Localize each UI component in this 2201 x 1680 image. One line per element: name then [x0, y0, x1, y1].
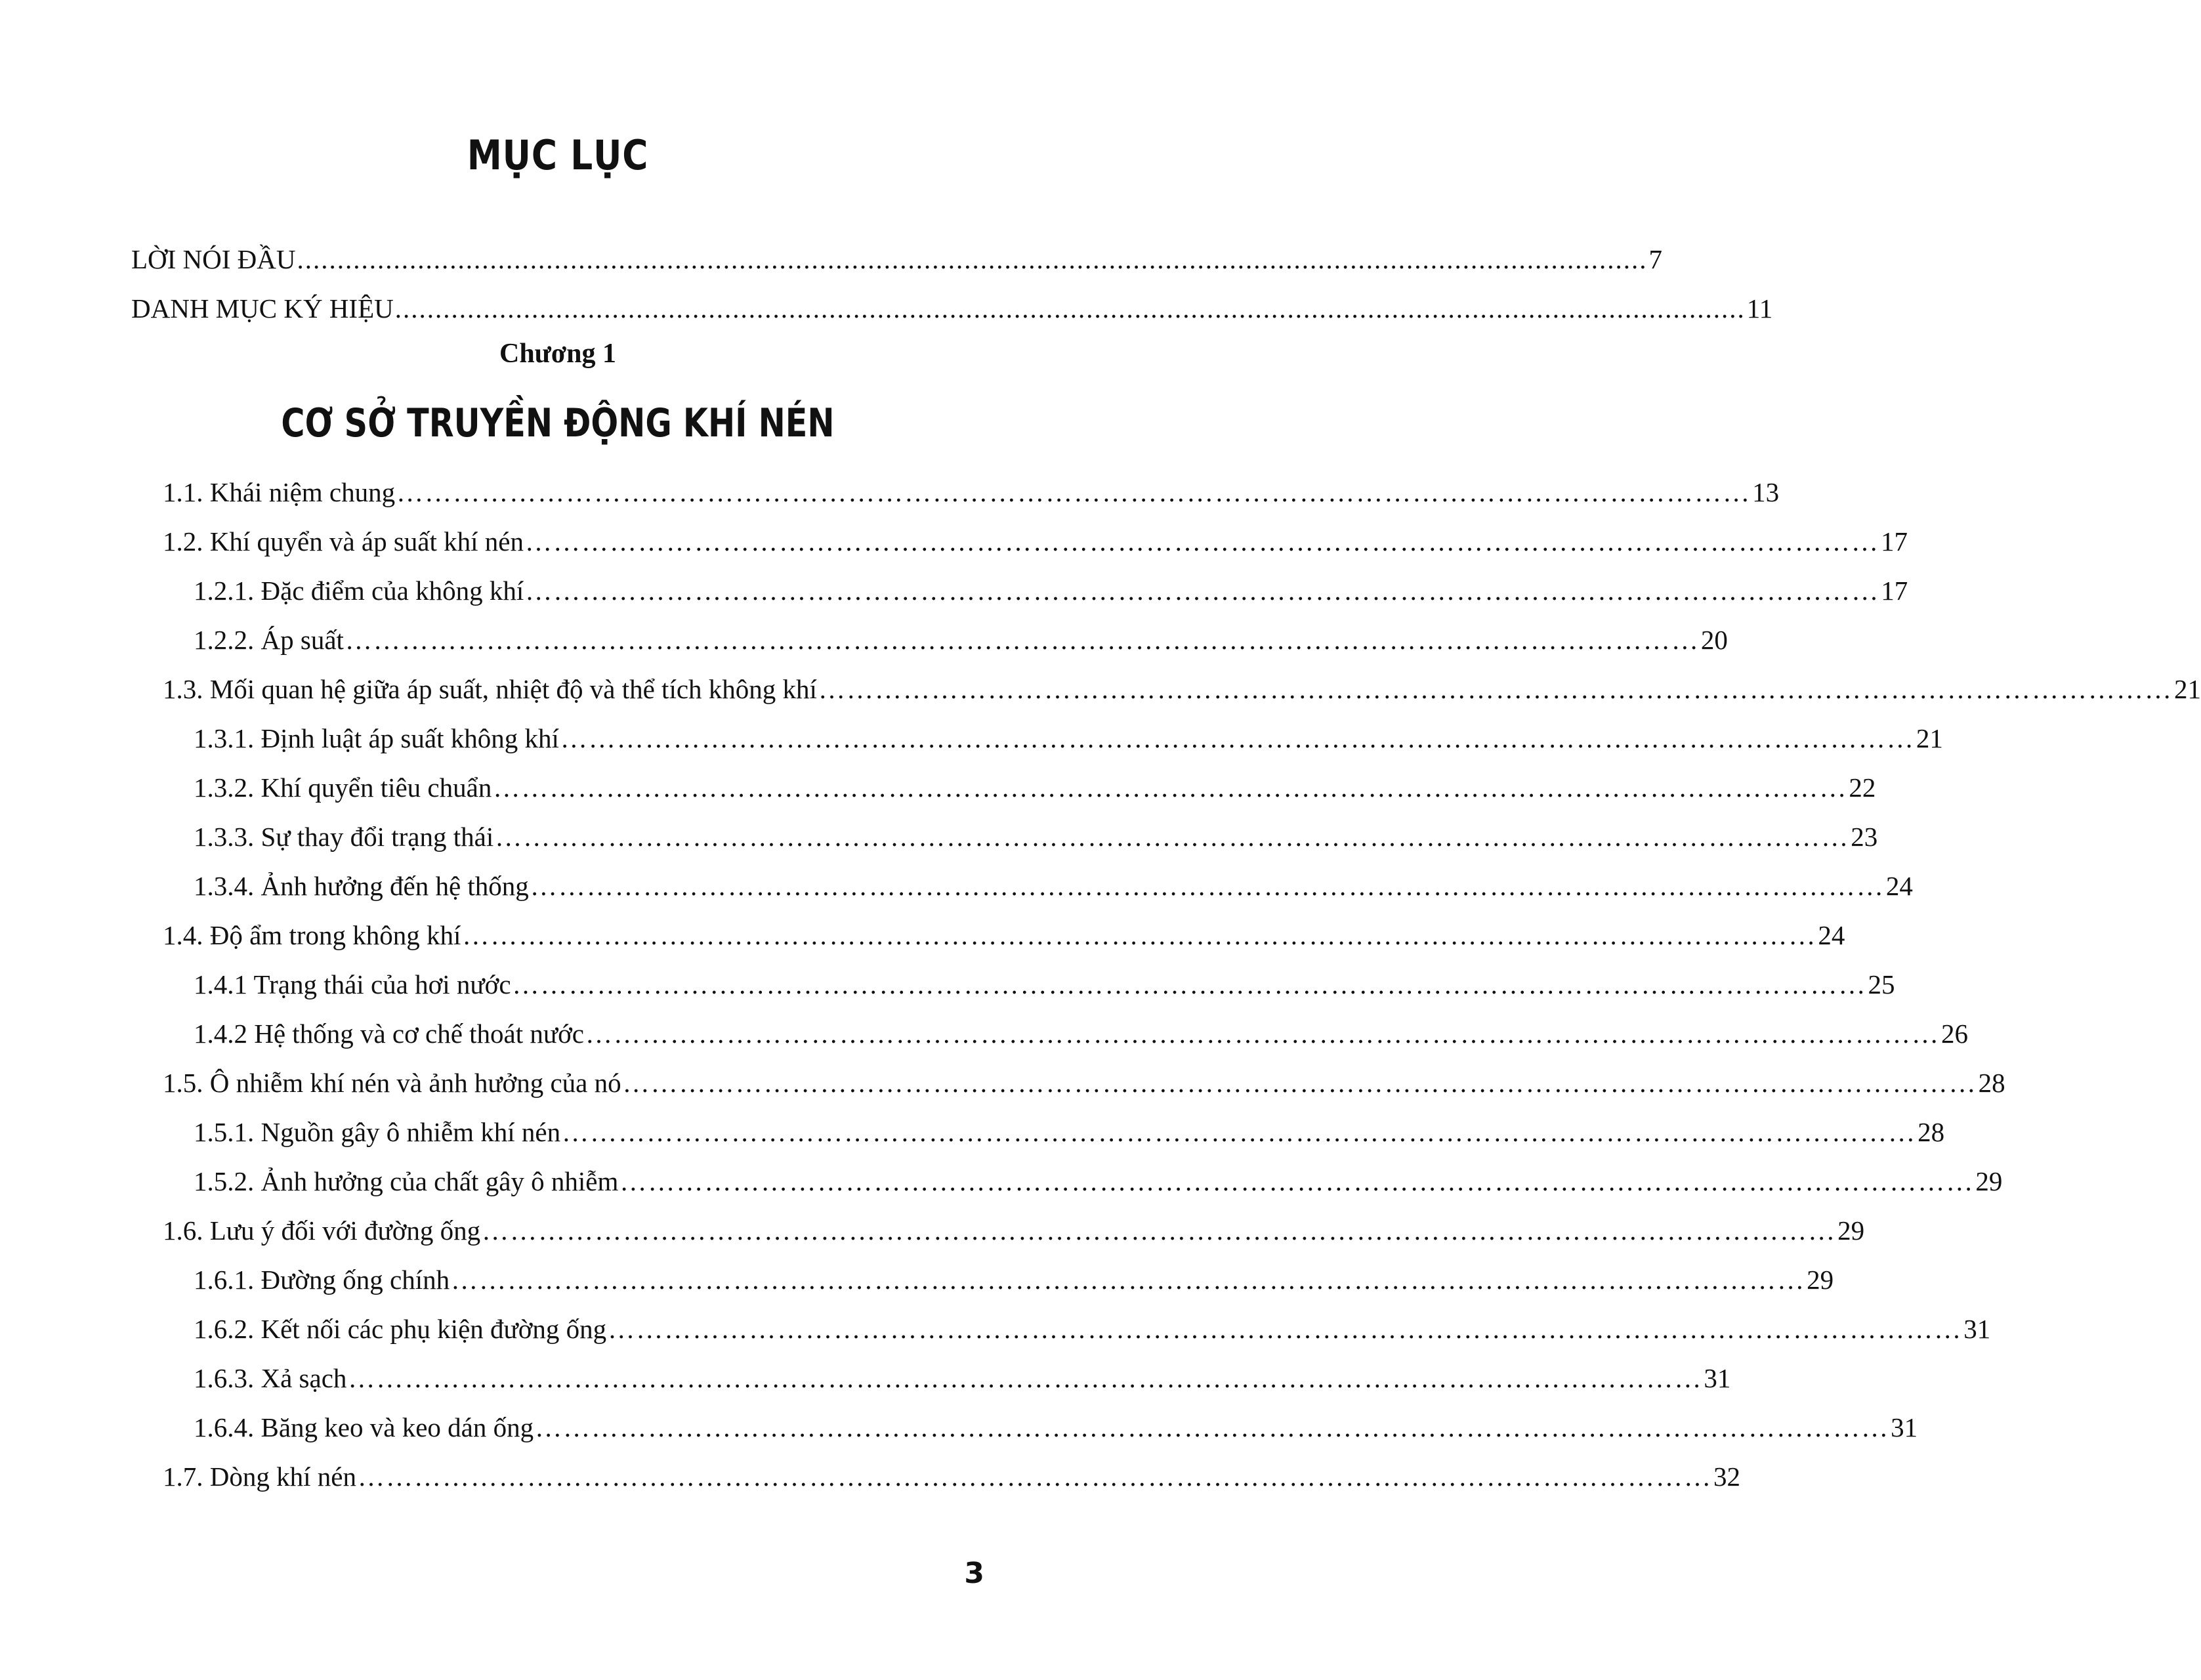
- toc-entry: [194, 965, 1895, 1004]
- toc-entry-page: 26: [1941, 1018, 1969, 1049]
- toc-entry-label: DANH MỤC KÝ HIỆU: [131, 293, 394, 324]
- dot-leader: ………………………………………………………………………………………………………………………………: [525, 576, 1880, 606]
- toc-entry: [194, 1260, 1834, 1299]
- toc-entry-label: 1.4.2 Hệ thống và cơ chế thoát nước: [194, 1018, 585, 1049]
- toc-entry-label: 1.3.4. Ảnh hưởng đến hệ thống: [194, 871, 529, 901]
- toc-entry-page: 32: [1713, 1461, 1740, 1492]
- toc-entry-label: 1.5.2. Ảnh hưởng của chất gây ô nhiễm: [194, 1166, 619, 1196]
- toc-entry-page: 29: [1975, 1166, 2003, 1196]
- toc-entry-page: 11: [1746, 293, 1773, 324]
- toc-entry-label: 1.1. Khái niệm chung: [163, 477, 396, 507]
- toc-entry-page: 21: [2173, 674, 2201, 704]
- dot-leader: ………………………………………………………………………………………………………………………………: [619, 1166, 1975, 1196]
- toc-entry-page: 29: [1837, 1215, 1865, 1246]
- dot-leader: ………………………………………………………………………………………………………………………………: [512, 969, 1867, 999]
- dot-leader: ………………………………………………………………………………………………………………………………: [608, 1314, 1963, 1344]
- toc-entry-page: 31: [1891, 1412, 1918, 1442]
- toc-entry-page: 17: [1881, 576, 1908, 606]
- toc-entry-page: 28: [1918, 1117, 1945, 1147]
- dot-leader: ........................................................................................................................................................................: [394, 293, 1746, 324]
- toc-entry-label: 1.2.2. Áp suất: [194, 625, 344, 655]
- dot-leader: ………………………………………………………………………………………………………………………………: [451, 1265, 1806, 1295]
- toc-entry: [194, 1162, 2003, 1201]
- toc-entry: [194, 1358, 1731, 1398]
- page-title: MỤC LỤC: [467, 131, 649, 179]
- toc-entry: [163, 669, 2201, 709]
- toc-entry: [194, 768, 1876, 807]
- toc-entry-label: 1.6.2. Kết nối các phụ kiện đường ống: [194, 1314, 607, 1344]
- toc-entry-label: 1.6.1. Đường ống chính: [194, 1265, 450, 1295]
- toc-entry-label: 1.4.1 Trạng thái của hơi nước: [194, 969, 511, 999]
- toc-entry-page: 31: [1963, 1314, 1991, 1344]
- toc-entry-page: 13: [1752, 477, 1780, 507]
- dot-leader: ………………………………………………………………………………………………………………………………: [535, 1412, 1890, 1442]
- dot-leader: ………………………………………………………………………………………………………………………………: [357, 1461, 1712, 1492]
- toc-entry-page: 31: [1704, 1363, 1731, 1393]
- toc-entry-page: 28: [1978, 1068, 2005, 1098]
- toc-entry: [194, 1309, 1991, 1349]
- dot-leader: ………………………………………………………………………………………………………………………………: [495, 822, 1850, 852]
- dot-leader: ………………………………………………………………………………………………………………………………: [493, 772, 1848, 803]
- toc-entry-label: 1.2.1. Đặc điểm của không khí: [194, 576, 524, 606]
- toc-entry-page: 7: [1648, 244, 1663, 274]
- toc-entry-label: 1.3.3. Sự thay đổi trạng thái: [194, 822, 494, 852]
- dot-leader: ………………………………………………………………………………………………………………………………: [345, 625, 1700, 655]
- dot-leader: ………………………………………………………………………………………………………………………………: [524, 526, 1879, 556]
- chapter-title: CƠ SỞ TRUYỀN ĐỘNG KHÍ NÉN: [281, 400, 835, 446]
- dot-leader: ………………………………………………………………………………………………………………………………: [482, 1215, 1837, 1246]
- dot-leader: ………………………………………………………………………………………………………………………………: [396, 477, 1751, 507]
- toc-entry-label: 1.5.1. Nguồn gây ô nhiễm khí nén: [194, 1117, 561, 1147]
- toc-entry-page: 23: [1851, 822, 1878, 852]
- toc-entry: [194, 719, 1943, 758]
- toc-entry: [194, 620, 1728, 660]
- toc-entry-page: 22: [1849, 772, 1876, 803]
- toc-entry-label: 1.3. Mối quan hệ giữa áp suất, nhiệt độ và thể tích không khí: [163, 674, 817, 704]
- toc-entry-label: 1.6.4. Băng keo và keo dán ống: [194, 1412, 534, 1442]
- toc-entry: [163, 915, 1845, 955]
- dot-leader: ………………………………………………………………………………………………………………………………: [562, 1117, 1917, 1147]
- dot-leader: ………………………………………………………………………………………………………………………………: [560, 723, 1915, 753]
- toc-entry-label: 1.2. Khí quyển và áp suất khí nén: [163, 526, 524, 556]
- page-number: 3: [964, 1557, 984, 1590]
- dot-leader: ………………………………………………………………………………………………………………………………: [462, 920, 1817, 950]
- dot-leader: ………………………………………………………………………………………………………………………………: [622, 1068, 1977, 1098]
- toc-entry-label: 1.4. Độ ẩm trong không khí: [163, 920, 461, 950]
- toc-entry: [194, 817, 1878, 856]
- toc-entry: [194, 571, 1908, 610]
- toc-entry-label: LỜI NÓI ĐẦU: [131, 244, 296, 274]
- toc-entry-label: 1.6. Lưu ý đối với đường ống: [163, 1215, 481, 1246]
- dot-leader: ………………………………………………………………………………………………………………………………: [348, 1363, 1703, 1393]
- toc-entry-page: 24: [1818, 920, 1845, 950]
- toc-entry: [163, 1457, 1740, 1496]
- toc-entry: [163, 1211, 1865, 1250]
- toc-entry-page: 20: [1700, 625, 1728, 655]
- toc-entry: [194, 866, 1913, 906]
- toc-entry-page: 21: [1916, 723, 1943, 753]
- toc-entry-label: 1.6.3. Xả sạch: [194, 1363, 347, 1393]
- toc-entry: [194, 1408, 1918, 1447]
- toc-entry: [163, 472, 1780, 512]
- toc-entry-label: 1.3.2. Khí quyển tiêu chuẩn: [194, 772, 492, 803]
- toc-entry-symbols: [131, 289, 1773, 328]
- toc-entry-page: 29: [1807, 1265, 1834, 1295]
- dot-leader: ........................................................................................................................................................................: [297, 244, 1648, 274]
- dot-leader: ………………………………………………………………………………………………………………………………: [530, 871, 1885, 901]
- toc-entry-page: 25: [1868, 969, 1895, 999]
- toc-entry: [163, 1063, 2005, 1102]
- chapter-label: Chương 1: [499, 339, 616, 369]
- toc-entry-page: 24: [1885, 871, 1913, 901]
- toc-entry-label: 1.7. Dòng khí nén: [163, 1461, 356, 1492]
- toc-entry: [194, 1112, 1945, 1152]
- dot-leader: ………………………………………………………………………………………………………………………………: [585, 1018, 1940, 1049]
- toc-entry-page: 17: [1880, 526, 1908, 556]
- toc-entry-preface: [131, 240, 1663, 279]
- toc-entry-label: 1.3.1. Định luật áp suất không khí: [194, 723, 559, 753]
- toc-entry: [194, 1014, 1969, 1053]
- toc-entry-label: 1.5. Ô nhiễm khí nén và ảnh hưởng của nó: [163, 1068, 621, 1098]
- dot-leader: ………………………………………………………………………………………………………………………………: [818, 674, 2173, 704]
- toc-entry: [163, 522, 1908, 561]
